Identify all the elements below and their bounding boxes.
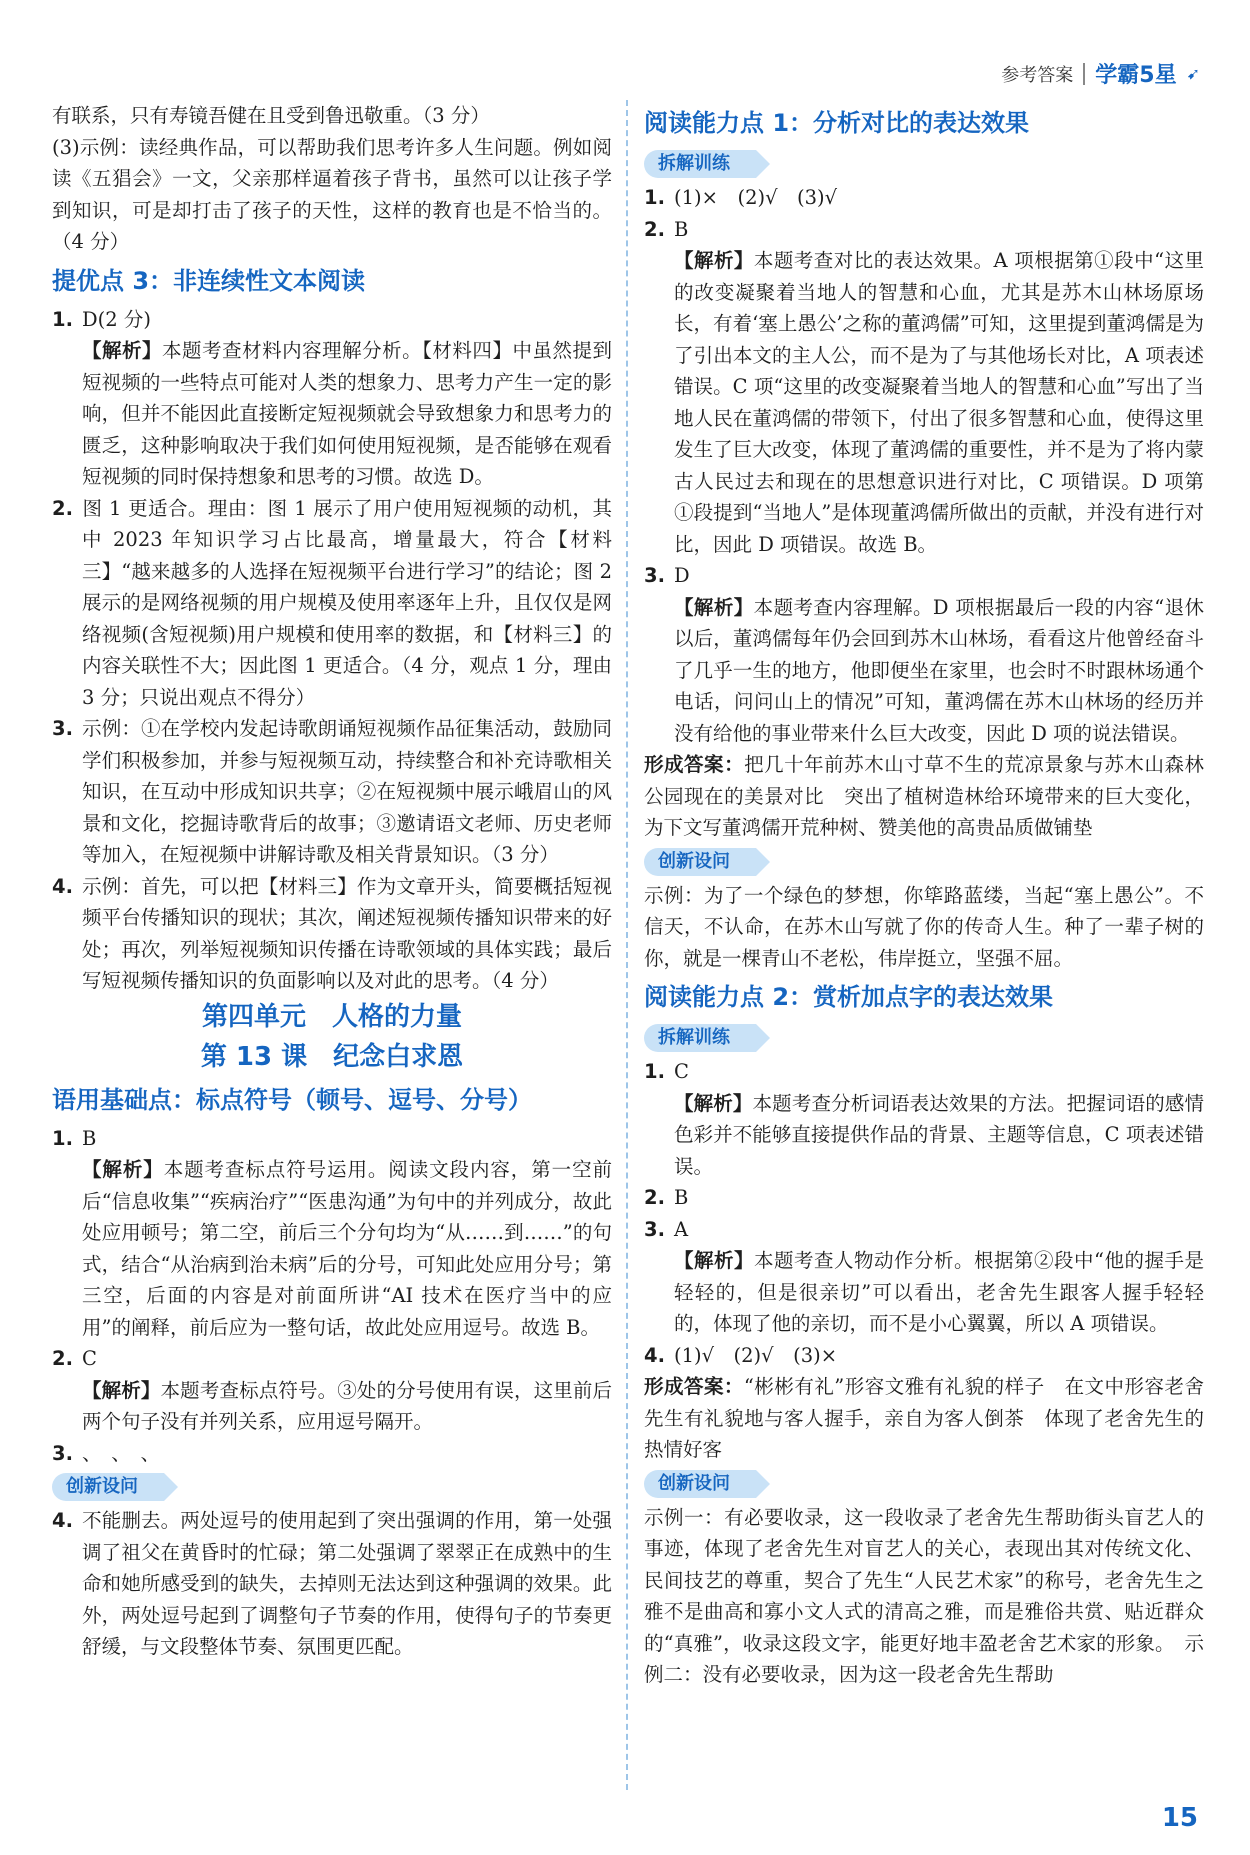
analysis xyxy=(644,1088,1204,1183)
analysis-label: 【解析】 xyxy=(674,249,754,272)
answer-text: 示例：①在学校内发起诗歌朗诵短视频作品征集活动，鼓励同学们积极参加，并参与短视频互动，持续整合和补充诗歌相关知识，在互动中形成知识共享；②在短视频中展示峨眉山的风景和文化，挖掘诗歌背后的故事；③邀请语文老师、历史老师等加入，在短视频中讲解诗歌及相关背景知识。（3 分） xyxy=(82,717,612,866)
brand-logo: 学霸5星 xyxy=(1095,63,1177,88)
formed-answer-label: 形成答案： xyxy=(644,1375,744,1398)
answer-item: 4. (1)√ (2)√ (3)× xyxy=(644,1343,838,1367)
answer-item: 3. 示例：①在学校内发起诗歌朗诵短视频作品征集活动，鼓励同学们积极参加，并参与短视频互动，持续整合和补充诗歌相关知识，在互动中形成知识共享；②在短视频中展示峨眉山的风景和文化，挖掘诗歌背后的故事；③邀请语文老师、历史老师等加入，在短视频中讲解诗歌及相关背景知识。（3 分） xyxy=(52,717,612,866)
analysis-text: 本题考查内容理解。D 项根据最后一段的内容“退休以后，董鸿儒每年仍会回到苏木山林场，看看这片他曾经奋斗了几乎一生的地方，他即便坐在家里，也会时不时跟林场通个电话，问问山上的情况”可知，董鸿儒在苏木山林场的经历并没有给他的事业带来什么巨大改变，因此 D 项的说法错误。 xyxy=(674,595,1204,745)
answer-item: 3. A xyxy=(644,1217,689,1241)
section-heading: 阅读能力点 2：赏析加点字的表达效果 xyxy=(644,983,1054,1011)
analysis xyxy=(52,1375,612,1438)
answer-text: C xyxy=(82,1347,97,1370)
answer-text: (1)√ (2)√ (3)× xyxy=(674,1343,838,1367)
analysis-text: 本题考查对比的表达效果。A 项根据第①段中“这里的改变凝聚着当地人的智慧和心血，尤其是苏木山林场原场长，有着‘塞上愚公’之称的董鸿儒”可知，这里提到董鸿儒是为了引出本文的主人公，而不是为了与其他场长对比，A 项表述错误。C 项“这里的改变凝聚着当地人的智慧和心血”写出了当地人民在董鸿儒的带领下，付出了很多智慧和心血，使得这里发生了巨大改变，体现了董鸿儒的重要性，并不是为了将内蒙古人民过去和现在的思想意识进行对比，C 项错误。D 项第①段提到“当地人”是体现董鸿儒所做出的贡献，并没有进行对比，因此 D 项错误。故选 B。 xyxy=(674,249,1204,556)
tag-row xyxy=(52,1469,612,1505)
answer-item: 2. B xyxy=(644,217,689,241)
header-label: 参考答案 xyxy=(1001,64,1074,86)
answer-item: 2. 图 1 更适合。理由：图 1 展示了用户使用短视频的动机，其中 2023 年知识学习占比最高，增量最大，符合【材料三】“越来越多的人选择在短视频平台进行学习”的结论；图 2 展示的是网络视频的用户规模及使用率逐年上升，且仅仅是网络视频(含短视频)用户规模和使用率的数据，和【材料三】的内容关联性不大；因此图 1 更适合。（4 分，观点 1 分，理由 3 分；只说出观点不得分） xyxy=(52,496,612,709)
answer-text: D(2 分) xyxy=(82,307,151,331)
answer-text: B xyxy=(82,1126,97,1150)
paragraph: 有联系，只有寿镜吾健在且受到鲁迅敬重。（3 分） xyxy=(52,104,490,127)
answer-item: 2. B xyxy=(644,1186,689,1209)
column-divider xyxy=(626,100,628,1790)
tag-training: 拆解训练 xyxy=(644,1024,756,1052)
tag-row xyxy=(644,1466,1204,1502)
tag-innovation: 创新设问 xyxy=(52,1473,164,1501)
answer-text: 不能删去。两处逗号的使用起到了突出强调的作用，第一处强调了祖父在黄昏时的忙碌；第二处强调了翠翠正在成熟中的生命和她所感受到的缺失，去掉则无法达到这种强调的效果。此外，两处逗号起到了调整句子节奏的作用，使得句子的节奏更舒缓，与文段整体节奏、氛围更匹配。 xyxy=(82,1509,612,1658)
tag-innovation: 创新设问 xyxy=(644,1470,756,1498)
paragraph: (3)示例：读经典作品，可以帮助我们思考许多人生问题。例如阅读《五猖会》一文，父亲那样逼着孩子背书，虽然可以让孩子学到知识，可是却打击了孩子的天性，这样的教育也是不恰当的。（4 分） xyxy=(52,135,612,253)
answer-item: 1. D(2 分) xyxy=(52,307,151,331)
answer-item: 1. (1)× (2)√ (3)√ xyxy=(644,186,838,209)
answer-text: B xyxy=(674,1186,689,1209)
analysis-label: 【解析】 xyxy=(674,595,754,619)
analysis-text: 本题考查人物动作分析。根据第②段中“他的握手是轻轻的，但是很亲切”可以看出，老舍先生跟客人握手轻轻的，体现了他的亲切，而不是小心翼翼，所以 A 项错误。 xyxy=(674,1249,1204,1335)
tag-row xyxy=(644,844,1204,880)
header-separator xyxy=(1083,63,1085,85)
tag-row xyxy=(644,1020,1204,1056)
analysis xyxy=(52,335,612,493)
analysis xyxy=(644,245,1204,560)
flag-icon: ➹ xyxy=(1186,64,1200,83)
answer-item: 2. C xyxy=(52,1347,97,1370)
analysis-label: 【解析】 xyxy=(82,1378,161,1402)
answer-text: B xyxy=(674,217,689,241)
answer-text: (1)× (2)√ (3)√ xyxy=(674,186,838,209)
section-heading: 提优点 3：非连续性文本阅读 xyxy=(52,266,366,295)
answer-text: C xyxy=(674,1060,689,1083)
paragraph: 示例：为了一个绿色的梦想，你筚路蓝缕，当起“塞上愚公”。不信天，不认命，在苏木山写就了你的传奇人生。种了一辈子树的你，就是一棵青山不老松，伟岸挺立，坚强不屈。 xyxy=(644,883,1204,970)
analysis-text: 本题考查标点符号。③处的分号使用有误，这里前后两个句子没有并列关系，应用逗号隔开。 xyxy=(82,1378,612,1433)
page-header xyxy=(1001,58,1200,89)
formed-answer-text: 把几十年前苏木山寸草不生的荒凉景象与苏木山森林公园现在的美景对比 突出了植树造林给环境带来的巨大变化，为下文写董鸿儒开荒种树、赞美他的高贵品质做铺垫 xyxy=(644,753,1204,839)
tag-training: 拆解训练 xyxy=(644,150,756,178)
page-number: 15 xyxy=(1161,1803,1198,1833)
answer-text: D xyxy=(674,564,690,587)
formed-answer-text: “彬彬有礼”形容文雅有礼貌的样子 在文中形容老舍先生有礼貌地与客人握手，亲自为客人倒茶 体现了老舍先生的热情好客 xyxy=(644,1375,1204,1461)
analysis-label: 【解析】 xyxy=(674,1249,755,1272)
analysis xyxy=(644,1245,1204,1340)
analysis-text: 本题考查分析词语表达效果的方法。把握词语的感情色彩并不能够直接提供作品的背景、主题等信息，C 项表述错误。 xyxy=(674,1091,1204,1178)
section-heading: 语用基础点：标点符号（顿号、逗号、分号） xyxy=(52,1085,532,1114)
answer-item: 3. D xyxy=(644,564,690,587)
section-heading: 阅读能力点 1：分析对比的表达效果 xyxy=(644,109,1030,137)
left-column xyxy=(52,100,612,1663)
analysis-text: 本题考查材料内容理解分析。【材料四】中虽然提到短视频的一些特点可能对人类的想象力、思考力产生一定的影响，但并不能因此直接断定短视频就会导致想象力和思考力的匮乏，这种影响取决于我们如何使用短视频，是否能够在观看短视频的同时保持想象和思考的习惯。故选 D。 xyxy=(82,339,612,488)
analysis xyxy=(52,1154,612,1343)
answer-text: 图 1 更适合。理由：图 1 展示了用户使用短视频的动机，其中 2023 年知识学习占比最高，增量最大，符合【材料三】“越来越多的人选择在短视频平台进行学习”的结论；图 2 展示的是网络视频的用户规模及使用率逐年上升，且仅仅是网络视频(含短视频)用户规模和使用率的数据，和【材料三】的内容关联性不大；因此图 1 更适合。（4 分，观点 1 分，理由 3 分；只说出观点不得分） xyxy=(82,496,612,709)
answer-item: 1. B xyxy=(52,1126,97,1150)
paragraph: 示例一：有必要收录，这一段收录了老舍先生帮助街头盲艺人的事迹，体现了老舍先生对盲艺人的关心，表现出其对传统文化、民间技艺的尊重，契合了先生“人民艺术家”的称号，老舍先生之雅不是曲高和寡小文人式的清高之雅，而是雅俗共赏、贴近群众的“真雅”，收录这段文字，能更好地丰盈老舍艺术家的形象。 示例二：没有必要收录，因为这一段老舍先生帮助 xyxy=(644,1505,1204,1686)
answer-item: 3. 、 、 、 xyxy=(52,1441,161,1465)
analysis-label: 【解析】 xyxy=(82,1158,164,1181)
analysis xyxy=(644,592,1204,750)
unit-title: 第四单元 人格的力量 xyxy=(201,1001,462,1032)
answer-item: 1. C xyxy=(644,1060,689,1083)
formed-answer-label: 形成答案： xyxy=(644,753,745,776)
answer-text: A xyxy=(674,1217,689,1241)
tag-row xyxy=(644,146,1204,182)
answer-text: 、 、 、 xyxy=(82,1441,161,1465)
formed-answer xyxy=(644,1371,1204,1466)
lesson-title: 第 13 课 纪念白求恩 xyxy=(200,1041,464,1072)
formed-answer xyxy=(644,749,1204,844)
analysis-text: 本题考查标点符号运用。阅读文段内容，第一空前后“信息收集”“疾病治疗”“医患沟通”为句中的并列成分，故此处应用顿号；第二空，前后三个分句均为“从……到……”的句式，结合“从治病到治未病”后的分号，可知此处应用分号；第三空，后面的内容是对前面所讲“AI 技术在医疗当中的应用”的阐释，前后应为一整句话，故此处应用逗号。故选 B。 xyxy=(82,1158,612,1339)
answer-item: 4. 示例：首先，可以把【材料三】作为文章开头，简要概括短视频平台传播知识的现状；其次，阐述短视频传播知识带来的好处；再次，列举短视频知识传播在诗歌领域的具体实践；最后写短视频传播知识的负面影响以及对此的思考。（4 分） xyxy=(52,874,612,992)
answer-text: 示例：首先，可以把【材料三】作为文章开头，简要概括短视频平台传播知识的现状；其次，阐述短视频传播知识带来的好处；再次，列举短视频知识传播在诗歌领域的具体实践；最后写短视频传播知识的负面影响以及对此的思考。（4 分） xyxy=(82,874,612,992)
right-column xyxy=(644,100,1204,1691)
answer-item: 4. 不能删去。两处逗号的使用起到了突出强调的作用，第一处强调了祖父在黄昏时的忙碌；第二处强调了翠翠正在成熟中的生命和她所感受到的缺失，去掉则无法达到这种强调的效果。此外，两处逗号起到了调整句子节奏的作用，使得句子的节奏更舒缓，与文段整体节奏、氛围更匹配。 xyxy=(52,1509,612,1658)
analysis-label: 【解析】 xyxy=(674,1091,753,1115)
tag-innovation: 创新设问 xyxy=(644,848,756,876)
analysis-label: 【解析】 xyxy=(82,339,163,362)
